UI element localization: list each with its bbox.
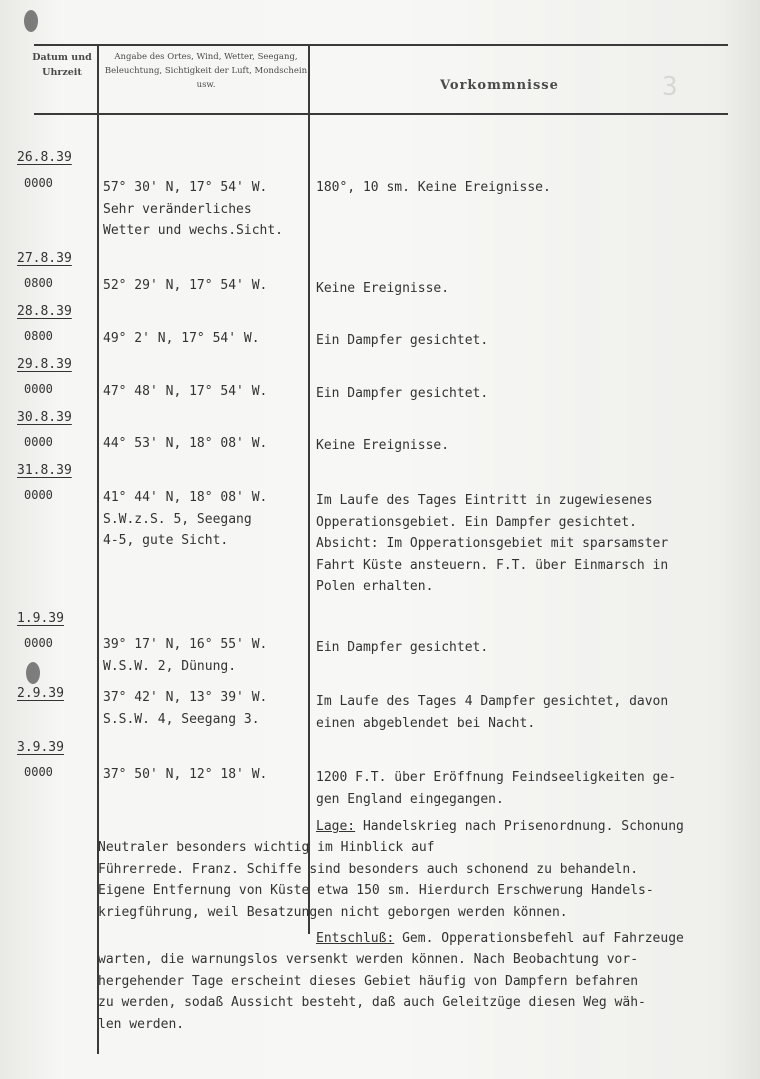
entschluss-continuation: warten, die warnungslos versenkt werden können. Nach Beobachtung vor- hergehender Tage erscheint dieses Gebiet häufig von Dampfern befahren zu werden, sodaß Aussicht besteht, daß auch Geleitzüge diesen Weg wäh- len werden. [98,952,646,1032]
entry-position: 37° 42' N, 13° 39' W. S.S.W. 4, Seegang 3. [103,690,268,727]
entry-time: 0000 [24,636,53,650]
entry-date: 31.8.39 [17,463,72,478]
entry-time: 0000 [24,765,53,779]
entry-event: Ein Dampfer gesichtet. [316,640,489,655]
column-divider-right [308,44,310,934]
entry-event: Im Laufe des Tages Eintritt in zugewiesenes Opperationsgebiet. Ein Dampfer gesichtet. Absicht: Im Opperationsgebiet mit sparsamster Fahrt Küste ansteuern. F.T. über Einmarsch in Polen erhalten. [316,493,669,594]
entry-event: Im Laufe des Tages 4 Dampfer gesichtet, davon einen abgeblendet bei Nacht. [316,694,669,731]
entschluss-first-line [316,928,684,950]
lage-first-line [316,816,684,838]
lage-label: Lage: [316,819,356,834]
entry-date: 29.8.39 [17,357,72,372]
entry-date: 26.8.39 [17,150,72,165]
entry-position: 47° 48' N, 17° 54' W. [103,384,268,399]
entry-date: 27.8.39 [17,251,72,266]
entry-date: 30.8.39 [17,410,72,425]
entry-date: 28.8.39 [17,304,72,319]
entry-event: Keine Ereignisse. [316,281,450,296]
entry-position: 44° 53' N, 18° 08' W. [103,436,268,451]
punch-hole-top [24,10,38,32]
entry-time: 0000 [24,176,53,190]
header-bottom-rule [34,113,728,115]
entry-event: Ein Dampfer gesichtet. [316,386,489,401]
entry-date: 1.9.39 [17,611,64,626]
punch-hole-bottom [26,662,40,684]
entry-event: Keine Ereignisse. [316,438,450,453]
header-position-weather: Angabe des Ortes, Wind, Wetter, Seegang, Beleuchtung, Sichtigkeit der Luft, Mondschein usw. [104,52,308,90]
entry-position: 41° 44' N, 18° 08' W. S.W.z.S. 5, Seegang 4-5, gute Sicht. [103,490,268,548]
entry-time: 0000 [24,435,53,449]
entry-date: 2.9.39 [17,686,64,701]
entry-position: 52° 29' N, 17° 54' W. [103,278,268,293]
entschluss-first-text: Gem. Opperationsbefehl auf Fahrzeuge [394,931,684,946]
header-events: Vorkommnisse [440,78,559,93]
entry-position: 57° 30' N, 17° 54' W. Sehr veränderliches Wetter und wechs.Sicht. [103,180,284,238]
entry-position: 39° 17' N, 16° 55' W. W.S.W. 2, Dünung. [103,637,268,674]
entry-event: Ein Dampfer gesichtet. [316,333,489,348]
entry-time: 0800 [24,276,53,290]
entry-time: 0800 [24,329,53,343]
header-date-time: Datum und Uhrzeit [32,52,92,78]
entschluss-label: Entschluß: [316,931,395,946]
entry-date: 3.9.39 [17,740,64,755]
page-number: 3 [662,72,678,102]
entry-event: 180°, 10 sm. Keine Ereignisse. [316,180,551,195]
entry-event: 1200 F.T. über Eröffnung Feindseeligkeiten ge- gen England eingegangen. [316,770,677,807]
entry-position: 49° 2' N, 17° 54' W. [103,331,260,346]
header-top-rule [34,44,728,46]
lage-continuation: Neutraler besonders wichtig im Hinblick auf Führerrede. Franz. Schiffe sind besonders auch schonend zu behandeln. Eigene Entfernung von Küste etwa 150 sm. Hierdurch Erschwerung Handels- kriegführung, weil Besatzungen nicht geborgen werden können. [98,840,654,920]
lage-first-text: Handelskrieg nach Prisenordnung. Schonung [355,819,684,834]
entry-time: 0000 [24,488,53,502]
entry-position: 37° 50' N, 12° 18' W. [103,767,268,782]
entry-time: 0000 [24,382,53,396]
